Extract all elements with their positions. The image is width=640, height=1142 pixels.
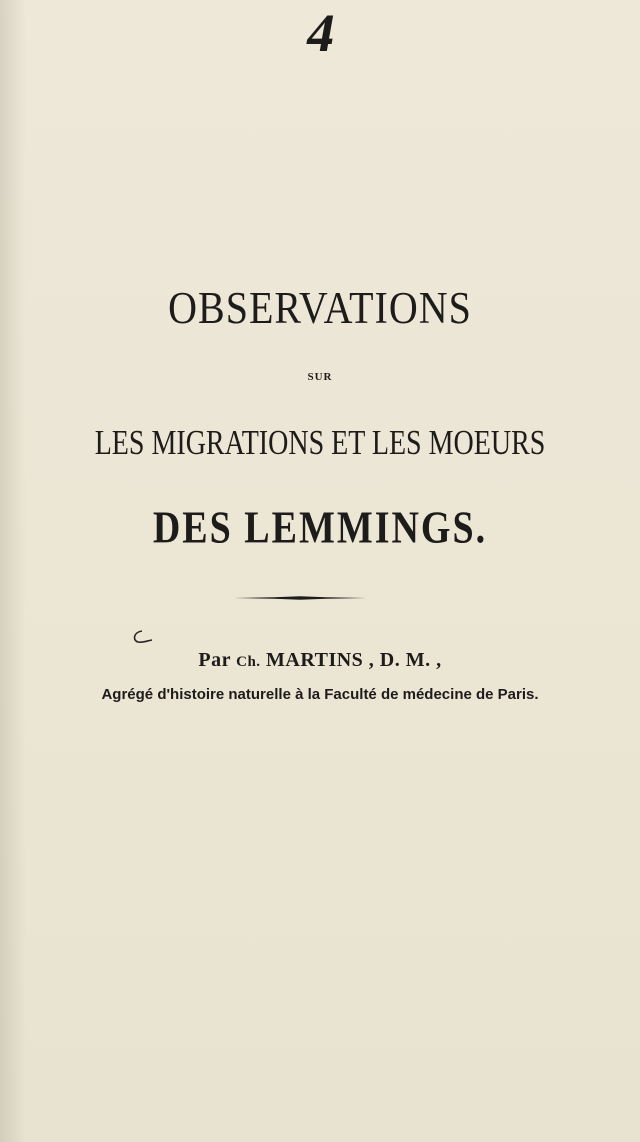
author-line (0, 649, 640, 672)
bleed-through-title (40, 136, 600, 189)
author-initials: Ch. (236, 654, 261, 670)
title-lemmings: DES LEMMINGS. (152, 502, 488, 554)
author-affiliation: Agrégé d'histoire naturelle à la Faculté de médecine de Paris. (101, 686, 539, 703)
author-prefix: Par (198, 649, 231, 671)
title-observations: OBSERVATIONS (168, 281, 472, 334)
title-migrations: LES MIGRATIONS ET LES MOEURS (94, 424, 546, 463)
author-name: MARTINS , D. M. , (266, 649, 442, 671)
page-folio: 4 (302, 3, 338, 63)
title-sur: SUR (307, 371, 333, 383)
